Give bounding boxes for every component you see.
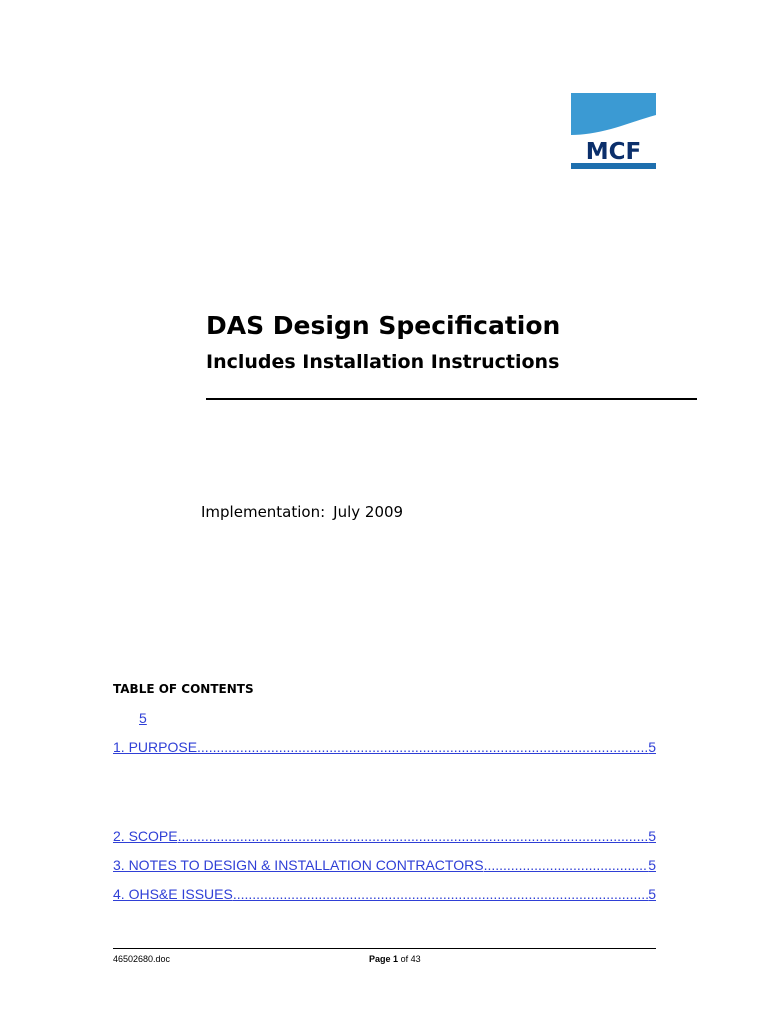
implementation-line xyxy=(201,503,403,521)
document-subtitle: Includes Installation Instructions xyxy=(206,351,560,373)
toc-entry-page: 5 xyxy=(648,739,656,755)
footer-page-current: 1 xyxy=(393,954,399,964)
toc-entry-notes[interactable] xyxy=(113,857,656,873)
footer-page-word: Page xyxy=(369,954,391,964)
implementation-date: July 2009 xyxy=(333,503,404,521)
logo-text: MCF xyxy=(585,139,642,165)
toc-entry-ohse[interactable] xyxy=(113,886,656,902)
toc-entry-purpose[interactable] xyxy=(113,739,656,755)
toc-leader-dots xyxy=(178,828,649,844)
title-divider xyxy=(206,398,697,400)
toc-entry-scope[interactable] xyxy=(113,828,656,844)
footer-page-total: 43 xyxy=(410,954,421,964)
footer-page-number xyxy=(369,954,421,964)
footer-filename: 46502680.doc xyxy=(113,954,171,964)
toc-entry-label: 4. OHS&E ISSUES xyxy=(113,886,233,902)
toc-leader-dots xyxy=(233,886,648,902)
toc-entry-label: 2. SCOPE xyxy=(113,828,178,844)
toc-leader-dots xyxy=(484,857,649,873)
toc-entry-page: 5 xyxy=(648,886,656,902)
toc-entry-page: 5 xyxy=(139,710,147,726)
footer-divider xyxy=(113,948,656,949)
mcf-logo xyxy=(571,93,656,169)
mcf-logo-graphic xyxy=(571,93,656,169)
toc-entry-page: 5 xyxy=(648,857,656,873)
toc-entry-label: 3. NOTES TO DESIGN & INSTALLATION CONTRACTORS xyxy=(113,857,484,873)
toc-leader-dots xyxy=(197,739,648,755)
footer-page-of: of xyxy=(400,954,409,964)
implementation-label: Implementation: xyxy=(201,503,326,521)
toc-entry-blank[interactable] xyxy=(113,710,147,726)
document-title: DAS Design Specification xyxy=(206,311,561,340)
toc-entry-label: 1. PURPOSE xyxy=(113,739,198,755)
toc-heading: TABLE OF CONTENTS xyxy=(113,682,254,696)
toc-entry-page: 5 xyxy=(648,828,656,844)
